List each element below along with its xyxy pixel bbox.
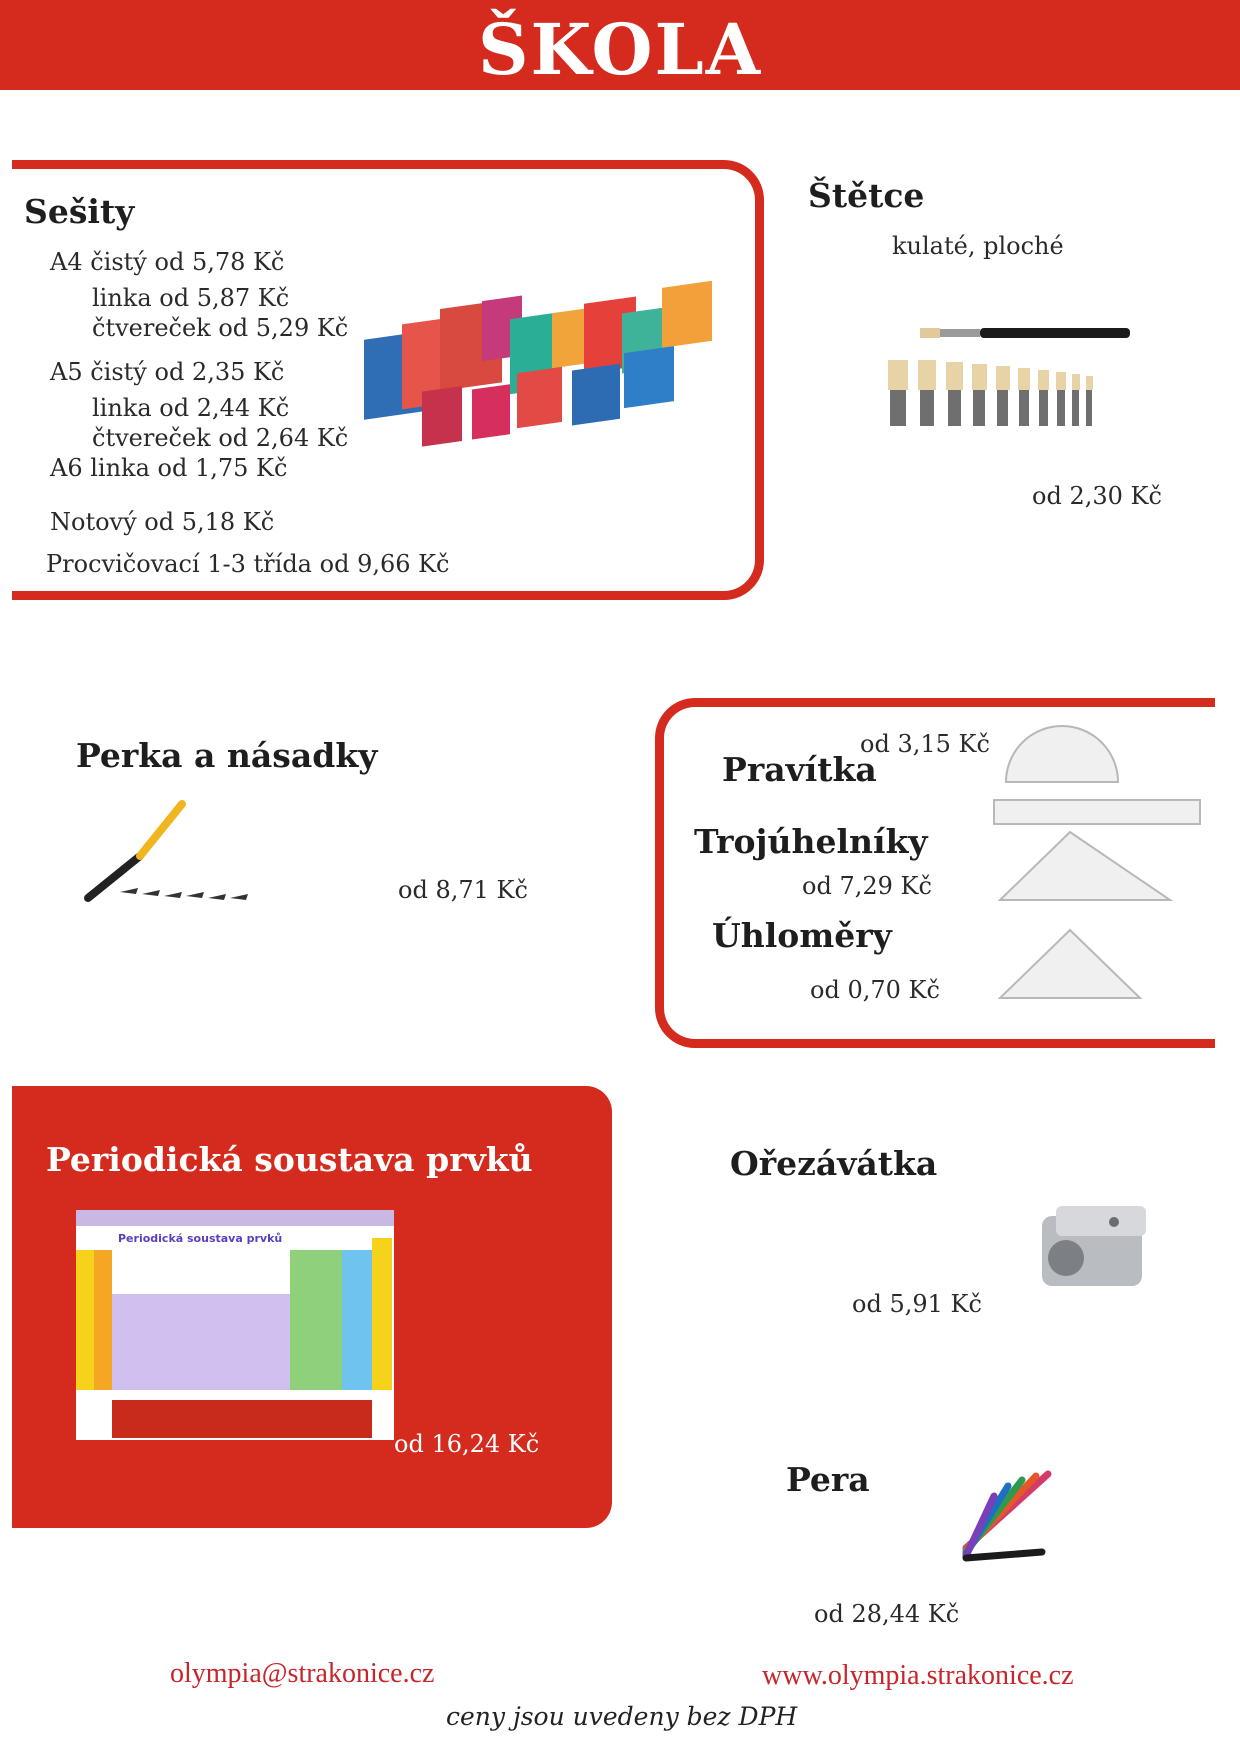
notebooks-image	[362, 280, 738, 460]
stetce-title: Štětce	[808, 176, 925, 215]
pera-price: od 28,44 Kč	[814, 1600, 960, 1628]
pens-image	[956, 1466, 1056, 1566]
brushes-image	[880, 320, 1136, 440]
periodic-price: od 16,24 Kč	[394, 1430, 540, 1458]
periodic-table-image	[76, 1210, 394, 1440]
pravitka-title: Pravítka	[722, 750, 877, 789]
uhlomery-price: od 0,70 Kč	[810, 976, 940, 1004]
sesity-title: Sešity	[24, 192, 135, 231]
sesity-line: Procvičovací 1-3 třída od 9,66 Kč	[46, 550, 450, 578]
sesity-line: linka od 2,44 Kč	[92, 394, 290, 422]
pera-title: Pera	[786, 1460, 870, 1499]
sesity-line: linka od 5,87 Kč	[92, 284, 290, 312]
trojuhelniky-title: Trojúhelníky	[694, 822, 928, 861]
orezavatka-price: od 5,91 Kč	[852, 1290, 982, 1318]
sesity-line: čtvereček od 5,29 Kč	[92, 314, 349, 342]
trojuhelniky-price: od 7,29 Kč	[802, 872, 932, 900]
periodic-table-title: Periodická soustava prvků	[118, 1232, 283, 1245]
perka-title: Perka a násadky	[76, 736, 378, 775]
stetce-price: od 2,30 Kč	[1032, 482, 1162, 510]
pravitka-price: od 3,15 Kč	[860, 730, 990, 758]
sesity-line: A6 linka od 1,75 Kč	[50, 454, 288, 482]
rulers-image	[990, 720, 1210, 1010]
sesity-line: čtvereček od 2,64 Kč	[92, 424, 349, 452]
web-link[interactable]: www.olympia.strakonice.cz	[762, 1660, 1074, 1691]
sesity-line: A5 čistý od 2,35 Kč	[50, 358, 285, 386]
periodic-title: Periodická soustava prvků	[46, 1140, 533, 1179]
sharpener-image	[1036, 1196, 1162, 1292]
nib-holder-image	[80, 800, 270, 910]
email-link[interactable]: olympia@strakonice.cz	[170, 1658, 435, 1689]
sesity-line: A4 čistý od 5,78 Kč	[50, 248, 285, 276]
stetce-subtitle: kulaté, ploché	[892, 232, 1064, 260]
uhlomery-title: Úhloměry	[712, 916, 892, 955]
vat-note: ceny jsou uvedeny bez DPH	[446, 1702, 798, 1731]
orezavatka-title: Ořezávátka	[730, 1144, 938, 1183]
page-title: ŠKOLA	[477, 8, 763, 91]
perka-price: od 8,71 Kč	[398, 876, 528, 904]
sesity-line: Notový od 5,18 Kč	[50, 508, 275, 536]
